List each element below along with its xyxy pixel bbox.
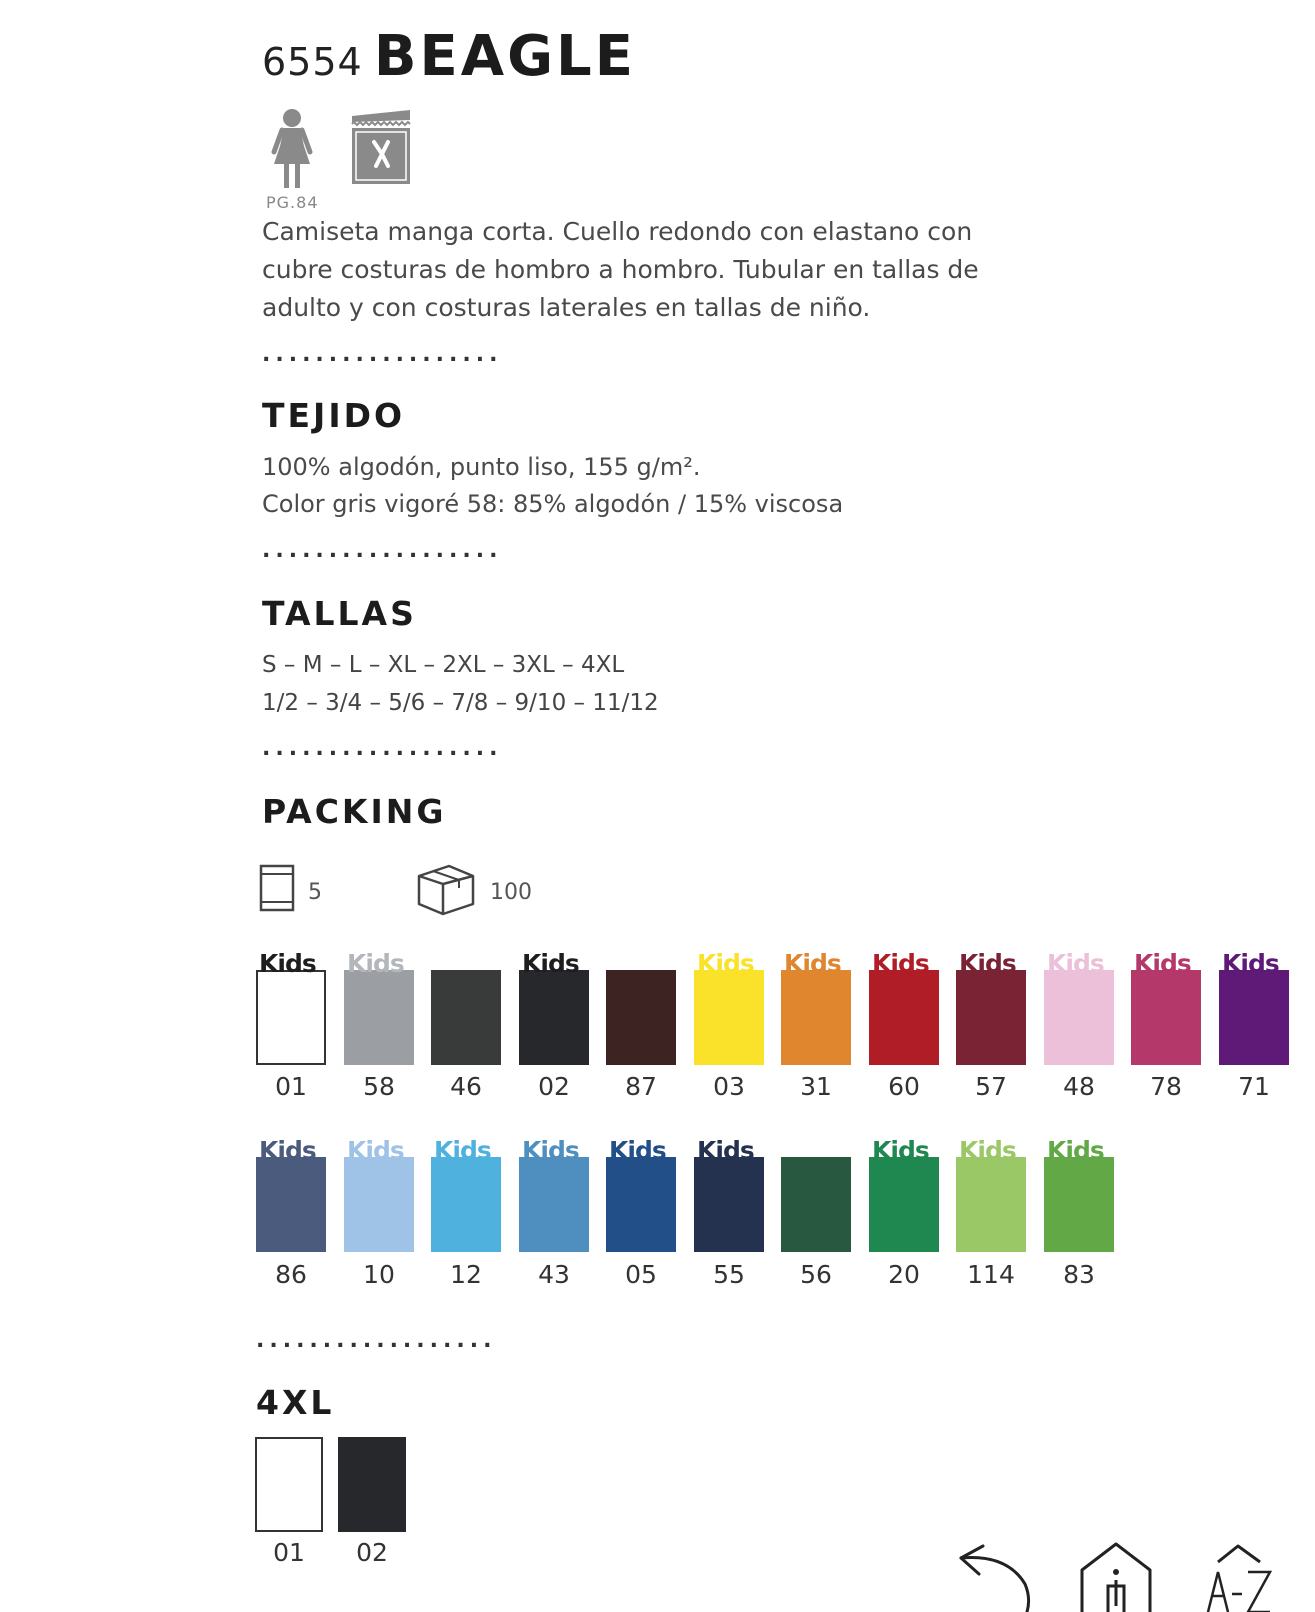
box-icon: [415, 860, 477, 916]
color-swatch-87: [606, 970, 676, 1065]
color-swatch-60: [869, 970, 939, 1065]
kids-label: Kids: [259, 949, 316, 978]
kids-label: Kids: [522, 1136, 579, 1165]
xl4-color-code: 01: [273, 1538, 305, 1567]
color-code: 56: [800, 1260, 832, 1289]
color-swatch-58: [344, 970, 414, 1065]
xl4-color-swatch-02: [338, 1437, 406, 1532]
color-code: 05: [625, 1260, 657, 1289]
page-reference: PG.84: [266, 193, 319, 212]
kids-label: Kids: [347, 1136, 404, 1165]
product-title: [262, 24, 636, 89]
color-swatch-31: [781, 970, 851, 1065]
sizes-heading: TALLAS: [262, 594, 417, 633]
kids-label: Kids: [697, 1136, 754, 1165]
fabric-info: [262, 449, 843, 523]
xl4-color-swatch-01: [255, 1437, 323, 1532]
kids-label: Kids: [872, 1136, 929, 1165]
color-swatch-05: [606, 1157, 676, 1252]
color-swatch-12: [431, 1157, 501, 1252]
color-code: 20: [888, 1260, 920, 1289]
color-code: 10: [363, 1260, 395, 1289]
sizes-info: [262, 646, 659, 722]
color-swatch-43: [519, 1157, 589, 1252]
kids-label: Kids: [522, 949, 579, 978]
xl4-heading: 4XL: [256, 1383, 335, 1422]
color-swatch-46: [431, 970, 501, 1065]
color-swatch-02: [519, 970, 589, 1065]
packing-heading: PACKING: [262, 792, 447, 831]
sizes-line: S – M – L – XL – 2XL – 3XL – 4XL: [262, 652, 625, 678]
color-code: 83: [1063, 1260, 1095, 1289]
color-code: 02: [538, 1072, 570, 1101]
color-code: 114: [967, 1260, 1015, 1289]
color-code: 57: [975, 1072, 1007, 1101]
kids-label: Kids: [697, 949, 754, 978]
color-code: 46: [450, 1072, 482, 1101]
kids-label: Kids: [872, 949, 929, 978]
bag-icon: [259, 864, 295, 912]
color-code: 78: [1150, 1072, 1182, 1101]
kids-label: Kids: [609, 1136, 666, 1165]
color-code: 43: [538, 1260, 570, 1289]
color-code: 55: [713, 1260, 745, 1289]
kids-label: Kids: [959, 1136, 1016, 1165]
fabric-line: 100% algodón, punto liso, 155 g/m².: [262, 453, 701, 481]
color-code: 60: [888, 1072, 920, 1101]
color-swatch-01: [256, 970, 326, 1065]
separator: ..................: [256, 1328, 497, 1353]
color-swatch-57: [956, 970, 1026, 1065]
color-code: 71: [1238, 1072, 1270, 1101]
bag-count: 5: [308, 880, 322, 905]
color-swatch-55: [694, 1157, 764, 1252]
color-code: 48: [1063, 1072, 1095, 1101]
tear-away-label-icon: [350, 108, 415, 188]
sizes-line: 1/2 – 3/4 – 5/6 – 7/8 – 9/10 – 11/12: [262, 690, 659, 716]
color-swatch-56: [781, 1157, 851, 1252]
kids-label: Kids: [959, 949, 1016, 978]
color-code: 31: [800, 1072, 832, 1101]
color-code: 58: [363, 1072, 395, 1101]
home-icon[interactable]: [1078, 1540, 1154, 1612]
color-code: 01: [275, 1072, 307, 1101]
product-description: Camiseta manga corta. Cuello redondo con elastano con cubre costuras de hombro a hombro. Tubular en tallas de adulto y con costuras laterales en tallas de niño.: [262, 217, 979, 322]
back-arrow-icon[interactable]: [955, 1540, 1035, 1612]
xl4-color-code: 02: [356, 1538, 388, 1567]
color-code: 12: [450, 1260, 482, 1289]
kids-label: Kids: [1222, 949, 1279, 978]
color-swatch-78: [1131, 970, 1201, 1065]
kids-label: Kids: [1047, 1136, 1104, 1165]
separator: ..................: [262, 538, 503, 563]
color-code: 87: [625, 1072, 657, 1101]
kids-label: Kids: [1134, 949, 1191, 978]
kids-label: Kids: [259, 1136, 316, 1165]
product-name: BEAGLE: [373, 24, 636, 89]
color-swatch-86: [256, 1157, 326, 1252]
box-count: 100: [490, 880, 532, 905]
color-swatch-10: [344, 1157, 414, 1252]
color-swatch-03: [694, 970, 764, 1065]
color-swatch-48: [1044, 970, 1114, 1065]
kids-label: Kids: [1047, 949, 1104, 978]
color-swatch-71: [1219, 970, 1289, 1065]
product-code: 6554: [262, 40, 363, 84]
kids-label: Kids: [434, 1136, 491, 1165]
color-code: 86: [275, 1260, 307, 1289]
color-swatch-83: [1044, 1157, 1114, 1252]
color-swatch-114: [956, 1157, 1026, 1252]
color-code: 03: [713, 1072, 745, 1101]
fabric-line: Color gris vigoré 58: 85% algodón / 15% viscosa: [262, 490, 844, 518]
kids-label: Kids: [784, 949, 841, 978]
fabric-heading: TEJIDO: [262, 396, 406, 435]
separator: ..................: [262, 342, 503, 367]
kids-label: Kids: [347, 949, 404, 978]
az-index-icon[interactable]: [1204, 1540, 1276, 1612]
separator: ..................: [262, 736, 503, 761]
color-swatch-20: [869, 1157, 939, 1252]
